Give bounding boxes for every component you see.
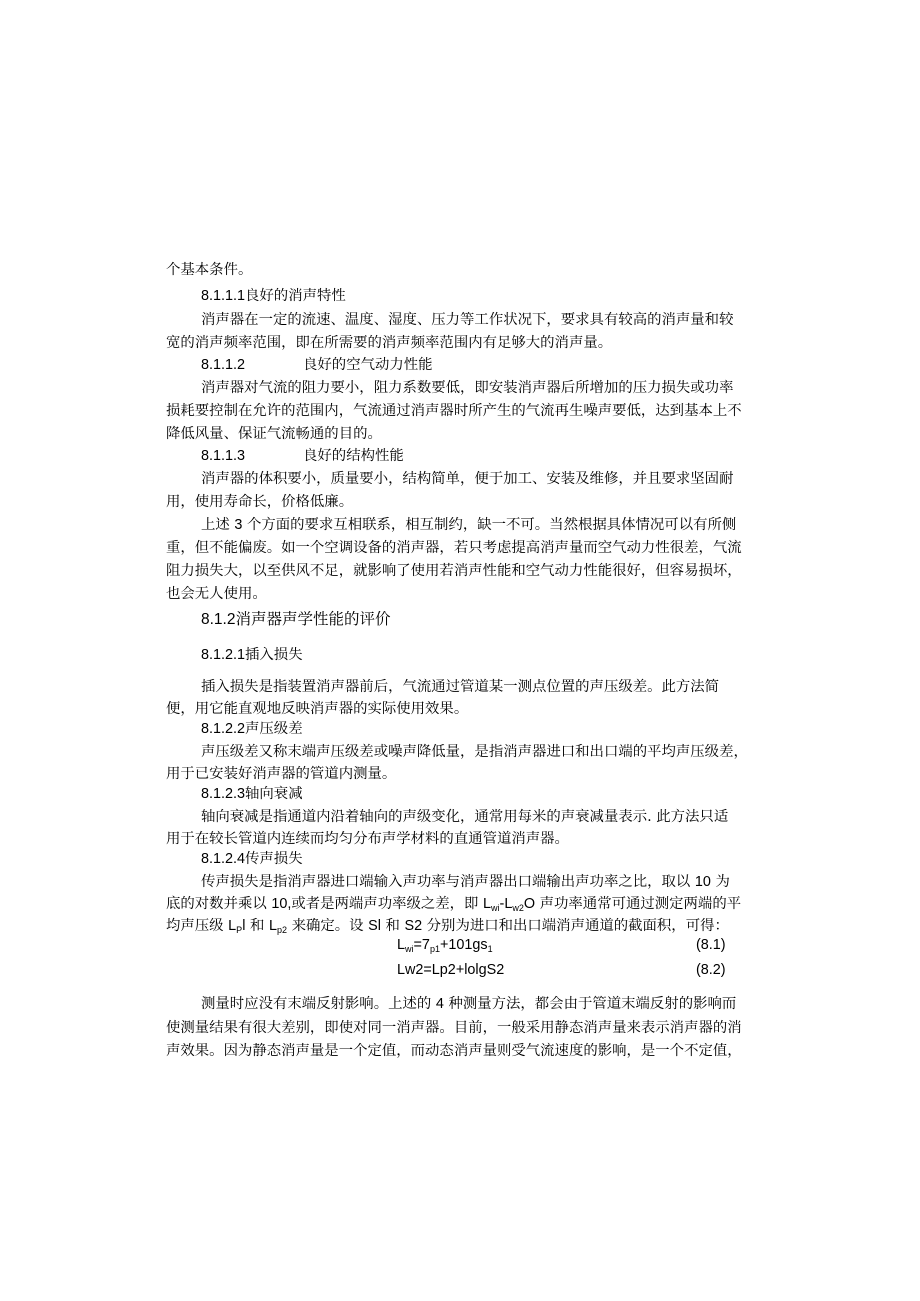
paragraph-line: 用于在较长管道内连续而均匀分布声学材料的直通管道消声器。 bbox=[166, 831, 569, 847]
section-number: 8.1.2.3 bbox=[201, 786, 246, 802]
paragraph-line: 底的对数并乘以 10,或者是两端声功率级之差，即 $L_{wi}-L_{w2}O$ 声功率通常可通过测定两端的平 bbox=[166, 896, 742, 913]
paragraph-line: 声压级差又称末端声压级差或噪声降低量，是指消声器进口和出口端的平均声压级差， bbox=[201, 744, 748, 760]
paragraph-line: 损耗要控制在允许的范围内，气流通过消声器时所产生的气流再生噪声要低，达到基本上不 bbox=[166, 403, 742, 419]
heading-8-1-1-3 bbox=[201, 446, 404, 466]
formula-8-2-number: (8.2) bbox=[696, 962, 726, 978]
paragraph-line: 宽的消声频率范围，即在所需要的消声频率范围内有足够大的消声量。 bbox=[166, 335, 613, 351]
paragraph-line: 传声损失是指消声器进口端输入声功率与消声器出口端输出声功率之比，取以 10 为 bbox=[201, 874, 730, 890]
section-title: 传声损失 bbox=[245, 851, 303, 867]
formula-8-2: Lw2=Lp2+lolgS2 bbox=[397, 962, 505, 978]
paragraph-line: 降低风量、保证气流畅通的目的。 bbox=[166, 426, 382, 442]
section-number: 8.1.2.4 bbox=[201, 851, 246, 867]
heading-8-1-2-1 bbox=[201, 645, 303, 665]
intro-line: 个基本条件。 bbox=[166, 262, 253, 278]
inline-formula: $L_Pl$ bbox=[228, 918, 246, 935]
formula-8-1: $L_{wi}=7_{p1}+101gs_1$ bbox=[397, 937, 493, 954]
paragraph-line: 使测量结果有很大差别，即使对同一消声器。目前，一般采用静态消声量来表示消声器的消 bbox=[166, 1020, 742, 1036]
paragraph-line: 插入损失是指装置消声器前后，气流通过管道某一测点位置的声压级差。此方法简 bbox=[201, 679, 720, 695]
section-title: 声压级差 bbox=[245, 721, 303, 737]
paragraph-line: 用于已安装好消声器的管道内测量。 bbox=[166, 766, 397, 782]
paragraph-line: 轴向衰减是指通道内沿着轴向的声级变化，通常用每米的声衰减量表示. 此方法只适 bbox=[201, 809, 729, 825]
section-title: 插入损失 bbox=[245, 647, 303, 663]
section-title: 良好的结构性能 bbox=[303, 448, 404, 464]
paragraph-line: 消声器的体积要小，质量要小，结构简单，便于加工、安装及维修，并且要求坚固耐 bbox=[201, 471, 734, 487]
paragraph-line: 也会无人使用。 bbox=[166, 586, 267, 602]
section-number: 8.1.2.2 bbox=[201, 721, 246, 737]
heading-8-1-2-3 bbox=[201, 784, 303, 804]
paragraph-line: 重，但不能偏废。如一个空调设备的消声器，若只考虑提高消声量而空气动力性很差，气流 bbox=[166, 540, 742, 556]
paragraph-line: 上述 3 个方面的要求互相联系，相互制约，缺一不可。当然根据具体情况可以有所侧 bbox=[201, 517, 737, 533]
section-number: 8.1.2.1 bbox=[201, 647, 246, 663]
heading-8-1-1-2 bbox=[201, 355, 433, 375]
paragraph-line: 消声器对气流的阻力要小，阻力系数要低，即安装消声器后所增加的压力损失或功率 bbox=[201, 380, 734, 396]
section-number: 8.1.1.1 bbox=[201, 288, 246, 304]
section-title: 消声器声学性能的评价 bbox=[235, 610, 391, 628]
section-title: 良好的消声特性 bbox=[245, 288, 346, 304]
heading-8-1-2-2 bbox=[201, 719, 303, 739]
section-number: 8.1.1.2 bbox=[201, 357, 246, 373]
paragraph-line: 测量时应没有末端反射影响。上述的 4 种测量方法，都会由于管道末端反射的影响而 bbox=[201, 996, 737, 1012]
inline-formula: $L_{wi}-L_{w2}O$ bbox=[483, 896, 536, 913]
paragraph-line: 消声器在一定的流速、温度、湿度、压力等工作状况下，要求具有较高的消声量和较 bbox=[201, 312, 734, 328]
paragraph-line: 便，用它能直观地反映消声器的实际使用效果。 bbox=[166, 701, 469, 717]
inline-formula: $L_{p2}$ bbox=[268, 918, 287, 935]
heading-8-1-2-4 bbox=[201, 849, 303, 869]
section-number: 8.1.1.3 bbox=[201, 448, 246, 464]
section-number: 8.1.2 bbox=[201, 611, 236, 628]
paragraph-line: 用，使用寿命长，价格低廉。 bbox=[166, 494, 354, 510]
paragraph-line: 均声压级 $L_Pl$ 和 $L_{p2}$ 来确定。设 Sl 和 S2 分别为进口和出口端消声通道的截面积，可得： bbox=[166, 918, 729, 935]
paragraph-line: 阻力损失大，以至供风不足，就影响了使用若消声性能和空气动力性能很好，但容易损坏， bbox=[166, 563, 742, 579]
paragraph-line: 声效果。因为静态消声量是一个定值，而动态消声量则受气流速度的影响，是一个不定值， bbox=[166, 1043, 742, 1059]
section-title: 良好的空气动力性能 bbox=[303, 357, 433, 373]
section-title: 轴向衰减 bbox=[245, 786, 303, 802]
heading-8-1-2 bbox=[201, 609, 391, 630]
formula-8-1-number: (8.1) bbox=[696, 937, 726, 953]
heading-8-1-1-1 bbox=[201, 286, 346, 306]
